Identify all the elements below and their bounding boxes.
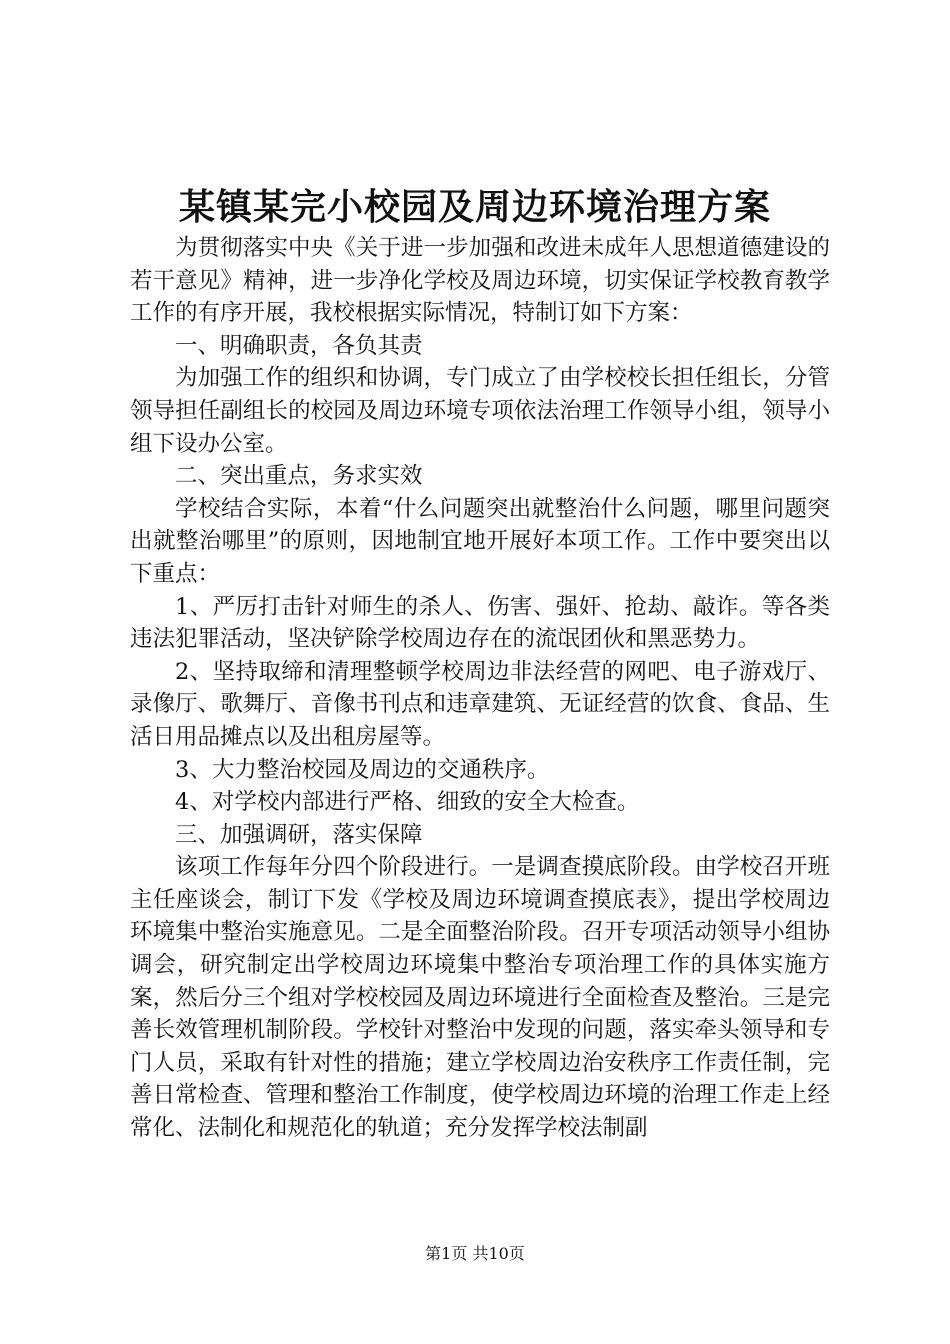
paragraph-responsibility: 为加强工作的组织和协调，专门成立了由学校校长担任组长，分管领导担任副组长的校园及周边环境专项依法治理工作领导小组，领导小组下设办公室。: [130, 365, 830, 457]
paragraph-focus: 学校结合实际，本着“什么问题突出就整治什么问题，哪里问题突出就整治哪里”的原则，因地制宜地开展好本项工作。工作中要突出以下重点：: [130, 495, 830, 587]
paragraph-intro: 为贯彻落实中央《关于进一步加强和改进未成年人思想道德建设的若干意见》精神，进一步净化学校及周边环境，切实保证学校教育教学工作的有序开展，我校根据实际情况，特制订如下方案：: [130, 235, 830, 327]
list-item-4: 4、对学校内部进行严格、细致的安全大检查。: [175, 789, 640, 816]
list-item-1: 1、严厉打击针对师生的杀人、伤害、强奸、抢劫、敲诈。等各类违法犯罪活动，坚决铲除学校周边存在的流氓团伙和黑恶势力。: [130, 593, 830, 653]
paragraph-stages: 该项工作每年分四个阶段进行。一是调查摸底阶段。由学校召开班主任座谈会，制订下发《学校及周边环境调查摸底表》，提出学校周边环境集中整治实施意见。二是全面整治阶段。召开专项活动领导小组协调会，研究制定出学校周边环境集中整治专项治理工作的具体实施方案，然后分三个组对学校校园及周边环境进行全面检查及整治。三是完善长效管理机制阶段。学校针对整治中发现的问题，落实牵头领导和专门人员，采取有针对性的措施；建立学校周边治安秩序工作责任制，完善日常检查、管理和整治工作制度，使学校周边环境的治理工作走上经常化、法制化和规范化的轨道；充分发挥学校法制副: [130, 854, 830, 1142]
list-item-2: 2、坚持取缔和清理整顿学校周边非法经营的网吧、电子游戏厅、录像厅、歌舞厅、音像书刊点和违章建筑、无证经营的饮食、食品、生活日用品摊点以及出租房屋等。: [130, 658, 830, 750]
section-heading-2: 二、突出重点，务求实效: [175, 463, 423, 490]
page-number-footer: 第1页 共10页: [425, 1244, 525, 1263]
document-body: [130, 232, 830, 1145]
section-heading-3: 三、加强调研，落实保障: [175, 821, 423, 848]
document-title: 某镇某完小校园及周边环境治理方案: [178, 186, 771, 228]
section-heading-1: 一、明确职责，各负其责: [175, 332, 423, 359]
list-item-3: 3、大力整治校园及周边的交通秩序。: [175, 756, 550, 783]
